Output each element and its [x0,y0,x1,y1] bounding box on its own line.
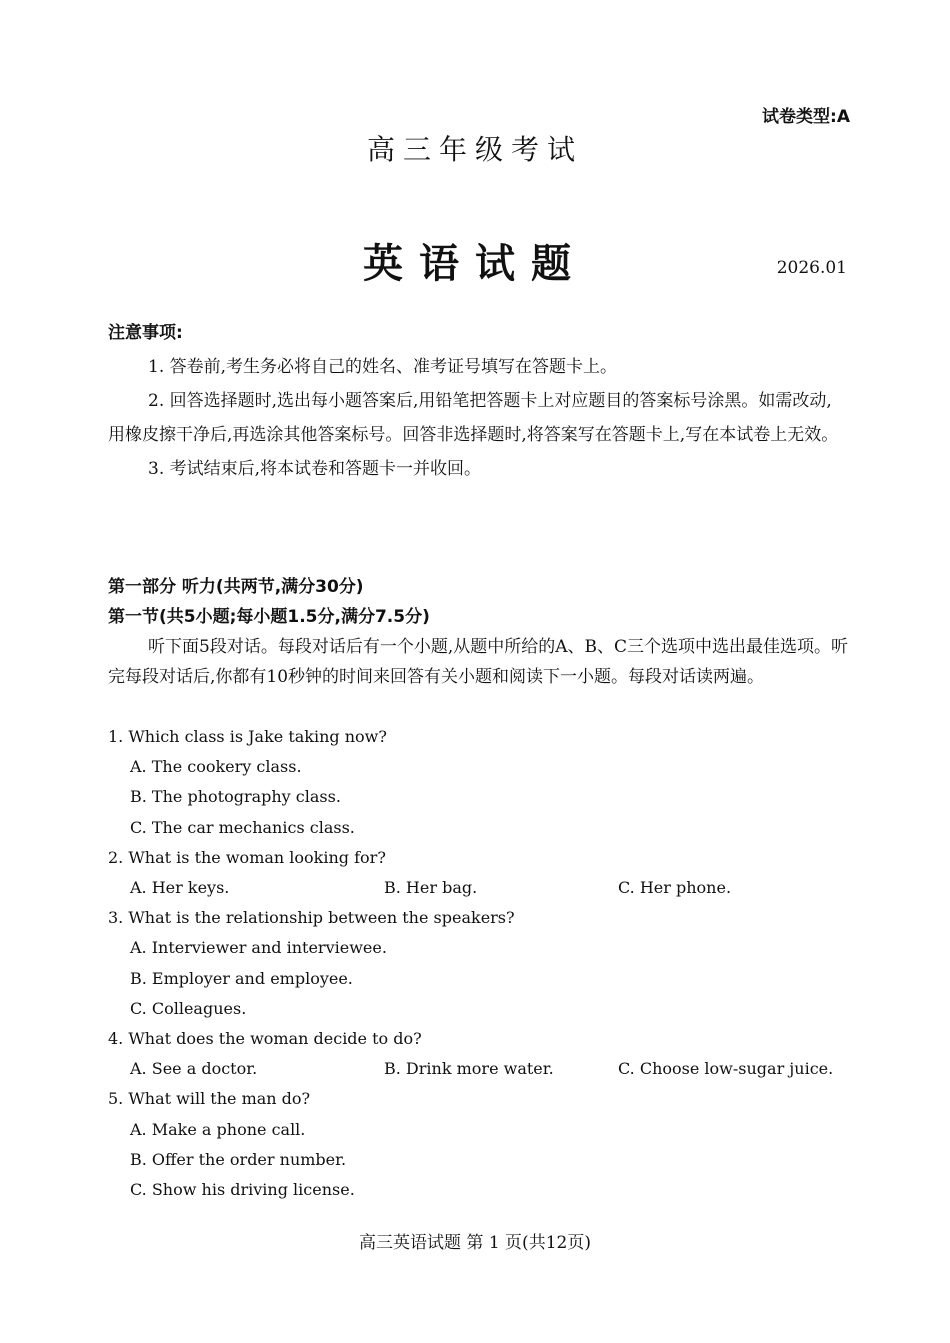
question-option: B. The photography class. [130,787,341,807]
question-stem: 2. What is the woman looking for? [108,847,386,867]
question-option: B. Her bag. [384,878,478,898]
question-option: C. Her phone. [618,878,732,898]
question-list [108,722,848,1205]
question-option: B. Drink more water. [384,1059,554,1079]
question-options-row [108,873,848,903]
exam-date: 2026.01 [776,258,847,278]
question-option: C. The car mechanics class. [130,817,355,837]
question-stem: 4. What does the woman decide to do? [108,1029,422,1049]
question-option: C. Choose low-sugar juice. [618,1059,834,1079]
exam-title: 高三年级考试 [366,133,583,166]
question-option: B. Employer and employee. [130,968,353,988]
question-option: A. The cookery class. [130,757,302,777]
notice-heading: 注意事项: [108,323,183,343]
question-option: B. Offer the order number. [130,1149,347,1169]
section-instructions: 听下面5段对话。每段对话后有一个小题,从题中所给的A、B、C三个选项中选出最佳选项。听完每段对话后,你都有10秒钟的时间来回答有关小题和阅读下一小题。每段对话读两遍。 [108,637,848,687]
section-title: 第一节(共5小题;每小题1.5分,满分7.5分) [108,607,430,627]
notice-item: 1. 答卷前,考生务必将自己的姓名、准考证号填写在答题卡上。 [148,357,618,377]
question-options-row [108,1054,848,1084]
question-option: A. Interviewer and interviewee. [130,938,387,958]
question-stem: 3. What is the relationship between the speakers? [108,908,515,928]
question-option: A. Make a phone call. [130,1119,306,1139]
question-option: C. Show his driving license. [130,1180,355,1200]
question-option: C. Colleagues. [130,998,247,1018]
question-stem: 1. Which class is Jake taking now? [108,727,387,746]
notice-item: 3. 考试结束后,将本试卷和答题卡一并收回。 [148,459,482,479]
paper-type-label: 试卷类型:A [762,107,850,127]
notice-section [108,316,848,486]
notice-item: 2. 回答选择题时,选出每小题答案后,用铅笔把答题卡上对应题目的答案标号涂黑。如需改动,用橡皮擦干净后,再选涂其他答案标号。回答非选择题时,将答案写在答题卡上,写在本试卷上无效。 [108,391,839,445]
listening-part [108,572,848,692]
question-option: A. See a doctor. [130,1059,258,1079]
part-title: 第一部分 听力(共两节,满分30分) [108,577,364,597]
subject-title: 英语试题 [363,240,587,287]
page-footer: 高三英语试题 第 1 页(共12页) [359,1233,591,1253]
question-option: A. Her keys. [130,878,230,898]
question-stem: 5. What will the man do? [108,1089,311,1109]
